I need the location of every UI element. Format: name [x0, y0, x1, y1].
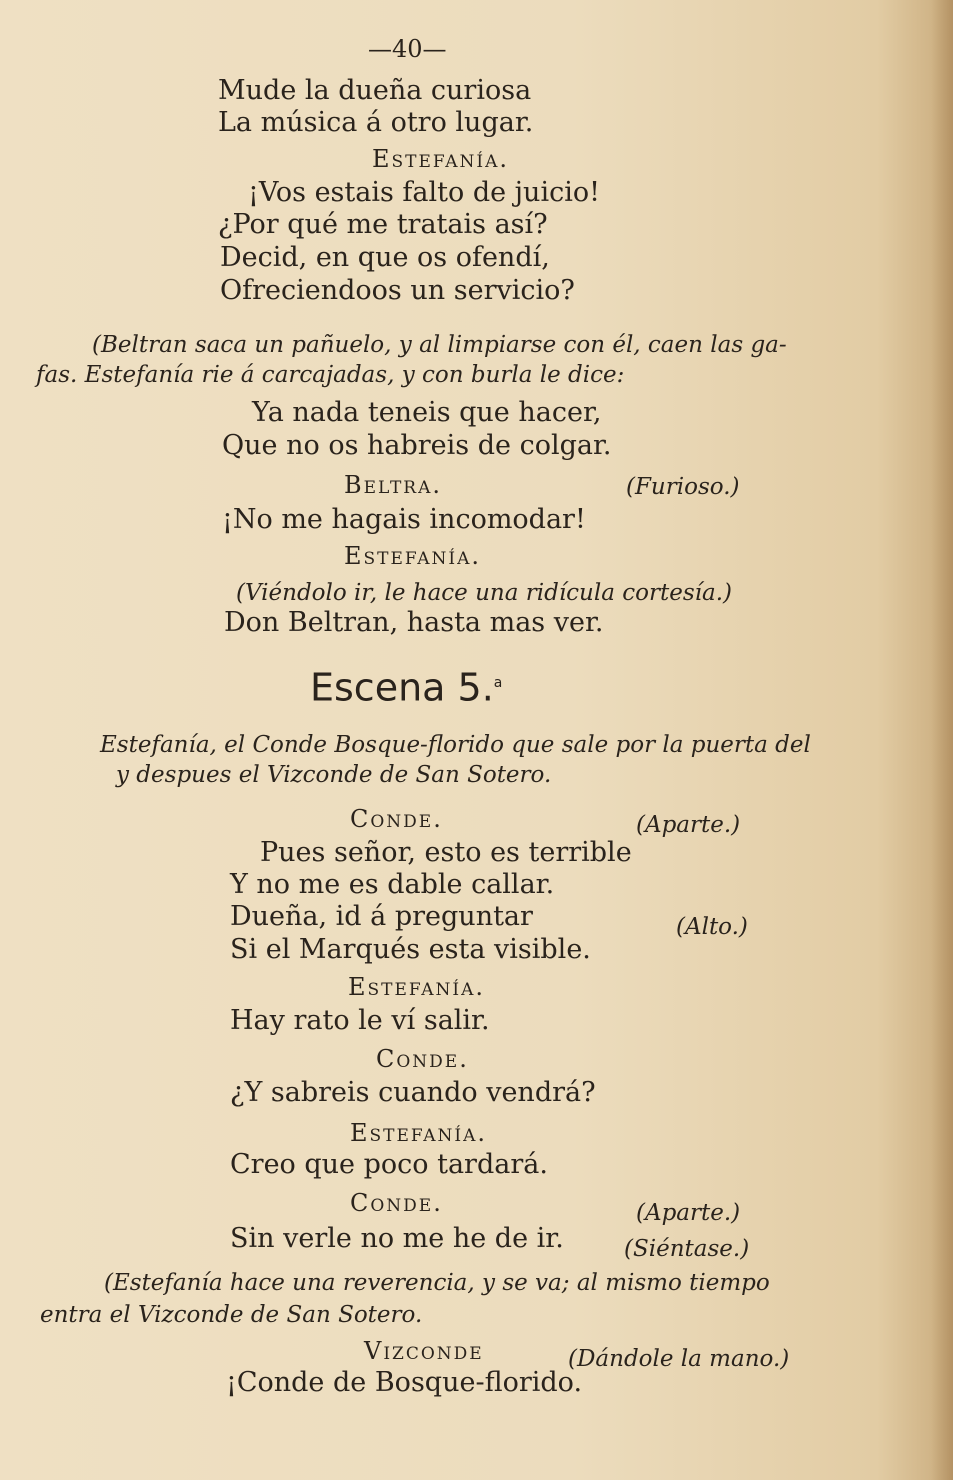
- speaker-name: Estefanía.: [372, 145, 510, 173]
- verse-line: Decid, en que os ofendí,: [220, 242, 550, 273]
- page-number: —40—: [368, 35, 447, 63]
- stage-direction: entra el Vizconde de San Sotero.: [40, 1302, 423, 1328]
- verse-line: Ofreciendoos un servicio?: [220, 275, 575, 306]
- verse-line: Pues señor, esto es terrible: [260, 837, 632, 868]
- speaker-name: Vizconde: [364, 1337, 484, 1365]
- stage-direction: (Viéndolo ir, le hace una ridícula cortesía.): [236, 580, 732, 606]
- verse-line: Hay rato le ví salir.: [230, 1005, 490, 1036]
- stage-direction: (Estefanía hace una reverencia, y se va; al mismo tiempo: [104, 1270, 770, 1296]
- speaker-name: Conde.: [350, 1189, 443, 1217]
- verse-line: ¡Conde de Bosque-florido.: [226, 1367, 583, 1398]
- scene-heading-text: Escena 5.: [310, 665, 494, 710]
- stage-direction: fas. Estefanía rie á carcajadas, y con burla le dice:: [36, 362, 625, 388]
- verse-line: Que no os habreis de colgar.: [222, 430, 612, 461]
- stage-direction: Estefanía, el Conde Bosque-florido que sale por la puerta del: [100, 732, 811, 758]
- stage-direction: (Aparte.): [636, 1200, 741, 1226]
- verse-line: ¡No me hagais incomodar!: [222, 504, 586, 535]
- speaker-name: Estefanía.: [344, 542, 482, 570]
- verse-line: ¿Y sabreis cuando vendrá?: [230, 1077, 596, 1108]
- verse-line: Ya nada teneis que hacer,: [252, 397, 602, 428]
- verse-line: ¿Por qué me tratais así?: [218, 209, 548, 240]
- speaker-name: Beltra.: [344, 471, 442, 499]
- stage-direction: (Dándole la mano.): [568, 1346, 790, 1372]
- speaker-name: Conde.: [376, 1045, 469, 1073]
- verse-line: Si el Marqués esta visible.: [230, 934, 591, 965]
- stage-direction: (Aparte.): [636, 812, 741, 838]
- stage-direction: y despues el Vizconde de San Sotero.: [116, 762, 552, 788]
- verse-line: Y no me es dable callar.: [230, 869, 555, 900]
- verse-line: ¡Vos estais falto de juicio!: [248, 177, 600, 208]
- page-spine-shadow: [931, 0, 953, 1480]
- verse-line: Mude la dueña curiosa: [218, 75, 532, 106]
- stage-direction: (Alto.): [676, 914, 748, 940]
- speaker-name: Estefanía.: [348, 973, 486, 1001]
- stage-direction: (Furioso.): [626, 474, 740, 500]
- stage-direction: (Beltran saca un pañuelo, y al limpiarse con él, caen las ga-: [92, 332, 787, 358]
- stage-direction: (Siéntase.): [624, 1236, 750, 1262]
- verse-line: Don Beltran, hasta mas ver.: [224, 607, 604, 638]
- speaker-name: Conde.: [350, 805, 443, 833]
- speaker-name: Estefanía.: [350, 1119, 488, 1147]
- scene-heading: [310, 662, 502, 709]
- verse-line: Dueña, id á preguntar: [230, 901, 533, 932]
- verse-line: La música á otro lugar.: [218, 107, 534, 138]
- verse-line: Sin verle no me he de ir.: [230, 1223, 564, 1254]
- scene-heading-superscript: a: [493, 675, 503, 691]
- verse-line: Creo que poco tardará.: [230, 1149, 548, 1180]
